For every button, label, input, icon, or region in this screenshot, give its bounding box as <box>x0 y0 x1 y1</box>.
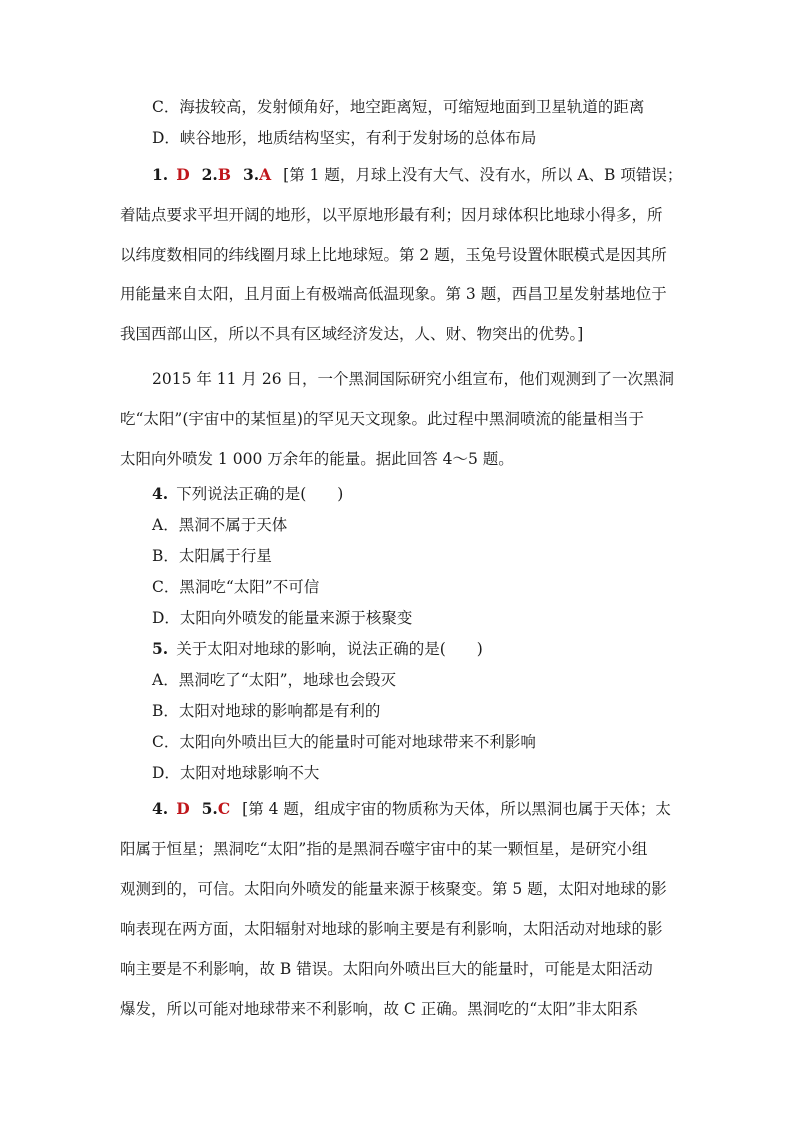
question-5-text: 关于太阳对地球的影响，说法正确的是( ) <box>176 640 483 658</box>
question-5-option-d: D．太阳对地球影响不大 <box>152 764 320 782</box>
question-4-number: 4. <box>152 484 169 503</box>
question-4-option-a: A．黑洞不属于天体 <box>152 516 288 534</box>
answer-num-1: 1. <box>152 165 169 184</box>
explanation-line: 用能量来自太阳，且月面上有极端高低温现象。第 3 题，西昌卫星发射基地位于 <box>120 285 667 303</box>
answer-num-4: 4. <box>152 799 169 818</box>
answer-4-5-header <box>152 799 671 819</box>
answer-letter-4: D <box>176 799 190 818</box>
passage-line: 2015 年 11 月 26 日，一个黑洞国际研究小组宣布，他们观测到了一次黑洞 <box>152 370 675 388</box>
question-4-option-c: C．黑洞吃“太阳”不可信 <box>152 578 320 596</box>
question-5-option-c: C．太阳向外喷出巨大的能量时可能对地球带来不利影响 <box>152 733 536 751</box>
explanation-line: [第 4 题，组成宇宙的物质称为天体，所以黑洞也属于天体；太 <box>242 800 671 818</box>
question-5-option-a: A．黑洞吃了“太阳”，地球也会毁灭 <box>152 671 397 689</box>
question-4-option-d: D．太阳向外喷发的能量来源于核聚变 <box>152 609 413 627</box>
answer-letter-5: C <box>217 799 231 818</box>
option-d-prev: D．峡谷地形，地质结构坚实，有利于发射场的总体布局 <box>152 129 537 147</box>
passage-line: 太阳向外喷发 1 000 万余年的能量。据此回答 4～5 题。 <box>120 450 514 468</box>
explanation-line: 阳属于恒星；黑洞吃“太阳”指的是黑洞吞噬宇宙中的某一颗恒星，是研究小组 <box>120 840 648 858</box>
answer-num-3: 3. <box>242 165 260 184</box>
answer-letter-1: D <box>176 165 190 184</box>
answer-letter-2: B <box>217 165 231 184</box>
question-5-option-b: B．太阳对地球的影响都是有利的 <box>152 702 381 720</box>
answer-letter-3: A <box>259 165 272 184</box>
explanation-line: 以纬度数相同的纬线圈月球上比地球短。第 2 题，玉兔号设置休眠模式是因其所 <box>120 246 667 264</box>
answer-num-5: 5. <box>201 799 218 818</box>
explanation-line: 响主要是不利影响，故 B 错误。太阳向外喷出巨大的能量时，可能是太阳活动 <box>120 960 653 978</box>
explanation-line: 着陆点要求平坦开阔的地形，以平原地形最有利；因月球体积比地球小得多，所 <box>120 206 663 224</box>
question-4-text: 下列说法正确的是( ) <box>176 485 344 503</box>
explanation-line: [第 1 题，月球上没有大气、没有水，所以 A、B 项错误； <box>283 166 683 184</box>
option-c-prev: C．海拔较高，发射倾角好，地空距离短，可缩短地面到卫星轨道的距离 <box>152 98 645 116</box>
passage-line: 吃“太阳”(宇宙中的某恒星)的罕见天文现象。此过程中黑洞喷流的能量相当于 <box>120 410 644 428</box>
answer-num-2: 2. <box>201 165 218 184</box>
explanation-line: 爆发，所以可能对地球带来不利影响，故 C 正确。黑洞吃的“太阳”非太阳系 <box>120 1000 639 1018</box>
explanation-line: 响表现在两方面，太阳辐射对地球的影响主要是有利影响，太阳活动对地球的影 <box>120 920 663 938</box>
explanation-line: 观测到的，可信。太阳向外喷发的能量来源于核聚变。第 5 题，太阳对地球的影 <box>120 880 667 898</box>
question-4-stem <box>152 484 343 504</box>
answer-1-3-header <box>152 165 682 185</box>
question-5-stem <box>152 639 483 659</box>
explanation-line: 我国西部山区，所以不具有区域经济发达，人、财、物突出的优势。] <box>120 325 584 343</box>
question-5-number: 5. <box>152 639 169 658</box>
question-4-option-b: B．太阳属于行星 <box>152 547 272 565</box>
